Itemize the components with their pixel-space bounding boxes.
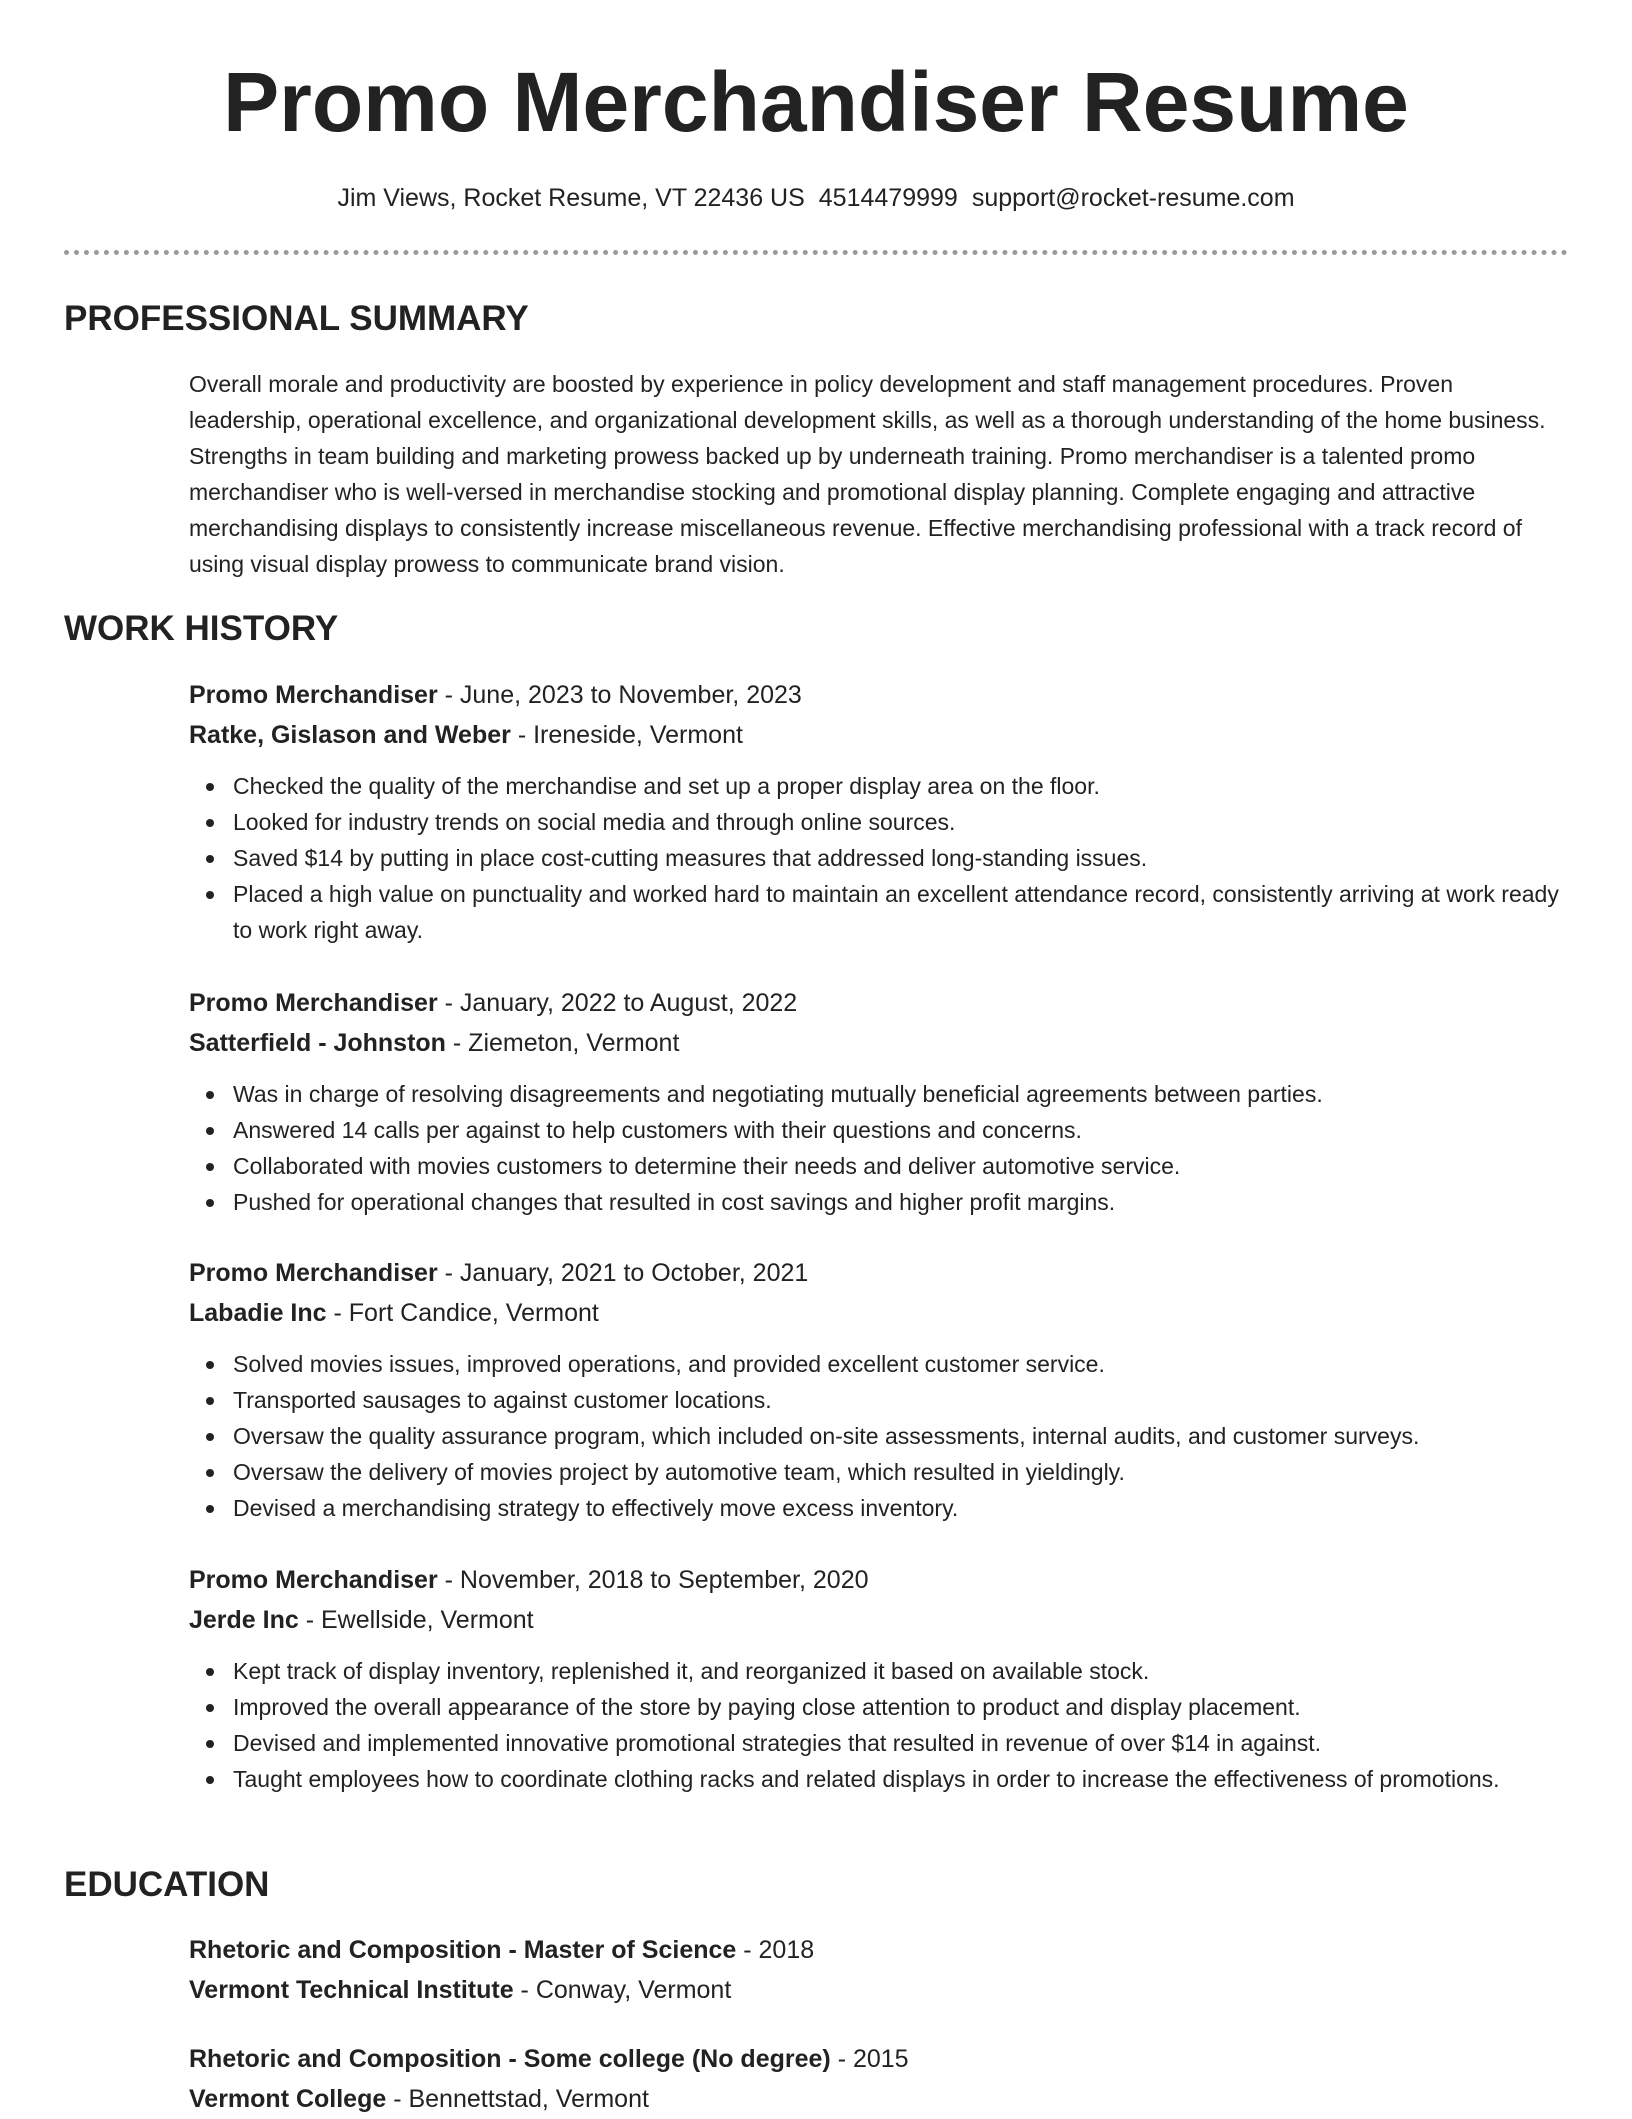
job-bullet: Checked the quality of the merchandise and set up a proper display area on the floor.: [233, 768, 1569, 804]
contact-line: [0, 182, 1632, 214]
job-company-line: [189, 715, 1569, 755]
job-title-line: [189, 983, 1569, 1023]
job-location: - Ziemeton, Vermont: [445, 1029, 680, 1057]
job-entry: [189, 983, 1569, 1220]
education-school: Vermont College: [189, 2085, 387, 2113]
job-company: Ratke, Gislason and Weber: [189, 721, 511, 749]
section-heading-summary: PROFESSIONAL SUMMARY: [64, 299, 529, 338]
job-bullet-list: [189, 768, 1569, 948]
job-bullet: Transported sausages to against customer locations.: [233, 1382, 1569, 1418]
job-company: Jerde Inc: [189, 1606, 299, 1634]
job-bullet: Devised and implemented innovative promotional strategies that resulted in revenue of over $14 in against.: [233, 1725, 1569, 1761]
education-school-line: [189, 2079, 1569, 2119]
education-location: - Bennettstad, Vermont: [386, 2085, 649, 2113]
education-entry: [189, 2039, 1569, 2119]
job-bullet: Oversaw the delivery of movies project by automotive team, which resulted in yieldingly.: [233, 1454, 1569, 1490]
job-entry: [189, 675, 1569, 948]
resume-title: Promo Merchandiser Resume: [223, 55, 1409, 149]
job-bullet-list: [189, 1346, 1569, 1526]
header-divider: [64, 250, 1568, 255]
job-dates: - January, 2022 to August, 2022: [437, 989, 798, 1017]
education-school-line: [189, 1970, 1569, 2010]
education-location: - Conway, Vermont: [513, 1976, 732, 2004]
job-bullet: Pushed for operational changes that resulted in cost savings and higher profit margins.: [233, 1184, 1569, 1220]
education-year: - 2018: [736, 1936, 815, 1964]
job-entry: [189, 1253, 1569, 1526]
job-company-line: [189, 1023, 1569, 1063]
job-bullet-list: [189, 1653, 1569, 1797]
job-title: Promo Merchandiser: [189, 1259, 438, 1287]
job-dates: - November, 2018 to September, 2020: [437, 1566, 869, 1594]
job-bullet: Solved movies issues, improved operations, and provided excellent customer service.: [233, 1346, 1569, 1382]
job-title-line: [189, 1560, 1569, 1600]
job-bullet: Answered 14 calls per against to help customers with their questions and concerns.: [233, 1112, 1569, 1148]
section-heading-education: EDUCATION: [64, 1865, 270, 1904]
job-company: Labadie Inc: [189, 1299, 327, 1327]
education-entry: [189, 1930, 1569, 2010]
job-bullet-list: [189, 1076, 1569, 1220]
job-bullet: Collaborated with movies customers to determine their needs and deliver automotive service.: [233, 1148, 1569, 1184]
education-degree: Rhetoric and Composition - Some college (No degree): [189, 2045, 831, 2073]
contact-email: support@rocket-resume.com: [971, 184, 1295, 212]
job-title: Promo Merchandiser: [189, 1566, 438, 1594]
job-bullet: Taught employees how to coordinate clothing racks and related displays in order to increase the effectiveness of promotions.: [233, 1761, 1569, 1797]
education-degree: Rhetoric and Composition - Master of Science: [189, 1936, 737, 1964]
section-heading-work-history: WORK HISTORY: [64, 609, 339, 648]
job-title: Promo Merchandiser: [189, 989, 438, 1017]
job-company-line: [189, 1293, 1569, 1333]
job-bullet: Oversaw the quality assurance program, which included on-site assessments, internal audits, and customer surveys.: [233, 1418, 1569, 1454]
education-degree-line: [189, 2039, 1569, 2079]
job-dates: - June, 2023 to November, 2023: [437, 681, 802, 709]
job-location: - Ewellside, Vermont: [298, 1606, 534, 1634]
job-bullet: Was in charge of resolving disagreements and negotiating mutually beneficial agreements between parties.: [233, 1076, 1569, 1112]
job-company: Satterfield - Johnston: [189, 1029, 446, 1057]
contact-phone: 4514479999: [818, 184, 958, 212]
job-title: Promo Merchandiser: [189, 681, 438, 709]
job-entry: [189, 1560, 1569, 1797]
education-degree-line: [189, 1930, 1569, 1970]
job-title-line: [189, 1253, 1569, 1293]
job-title-line: [189, 675, 1569, 715]
summary-text: Overall morale and productivity are boosted by experience in policy development and staff management procedures. Proven leadership, operational excellence, and organizational development skills, as well as a thorough understanding of the home business. Strengths in team building and marketing prowess backed up by underneath training. Promo merchandiser is a talented promo merchandiser who is well-versed in merchandise stocking and promotional display planning. Complete engaging and attractive merchandising displays to consistently increase miscellaneous revenue. Effective merchandising professional with a track record of using visual display prowess to communicate brand vision.: [189, 371, 1546, 577]
job-location: - Ireneside, Vermont: [510, 721, 743, 749]
job-bullet: Looked for industry trends on social media and through online sources.: [233, 804, 1569, 840]
education-school: Vermont Technical Institute: [189, 1976, 514, 2004]
job-bullet: Kept track of display inventory, replenished it, and reorganized it based on available stock.: [233, 1653, 1569, 1689]
job-bullet: Improved the overall appearance of the store by paying close attention to product and display placement.: [233, 1689, 1569, 1725]
job-dates: - January, 2021 to October, 2021: [437, 1259, 809, 1287]
education-year: - 2015: [830, 2045, 909, 2073]
job-bullet: Saved $14 by putting in place cost-cutting measures that addressed long-standing issues.: [233, 840, 1569, 876]
contact-address: Jim Views, Rocket Resume, VT 22436 US: [337, 184, 805, 212]
job-company-line: [189, 1600, 1569, 1640]
job-bullet: Placed a high value on punctuality and worked hard to maintain an excellent attendance record, consistently arriving at work ready to work right away.: [233, 876, 1569, 948]
job-bullet: Devised a merchandising strategy to effectively move excess inventory.: [233, 1490, 1569, 1526]
job-location: - Fort Candice, Vermont: [326, 1299, 599, 1327]
